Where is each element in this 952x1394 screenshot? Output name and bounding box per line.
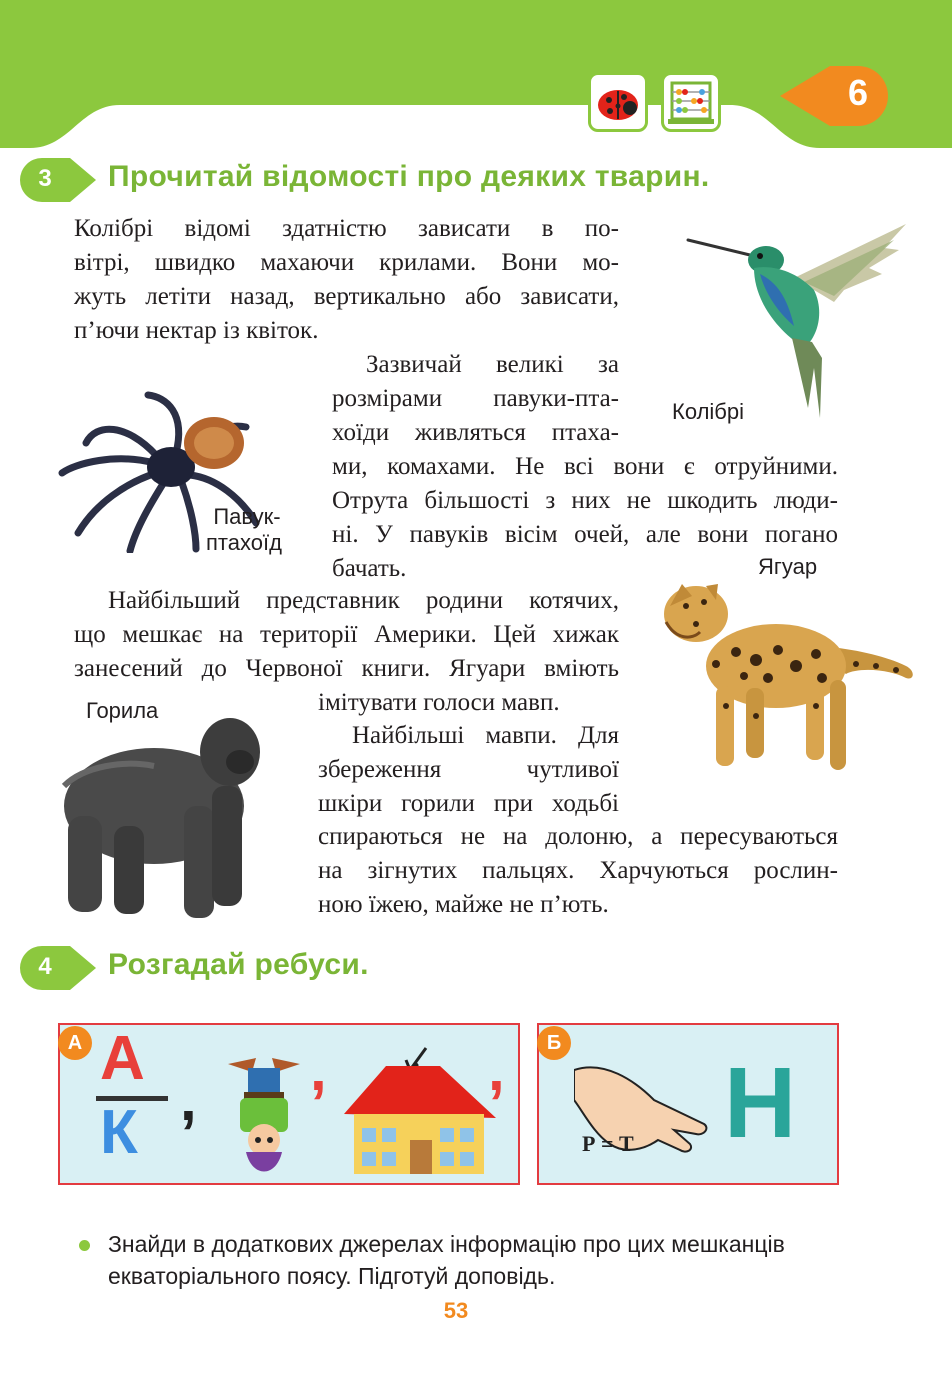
text-line: шкіри горили при ходьбі	[318, 790, 619, 817]
text-line: хоїди живляться птаха-	[332, 419, 619, 446]
text-line: Зазвичай великі за	[366, 351, 619, 378]
text-line: Отрута більшості з них не шкодить люди-	[332, 487, 838, 514]
text-line: на зігнутих пальцях. Харчуються рослин-	[318, 857, 838, 884]
text-line: занесений до Червоної книги. Ягуари вміють	[74, 655, 619, 682]
task-4-title: Розгадай ребуси.	[108, 948, 369, 981]
text-line: Колібрі відомі здатністю зависати в по-	[74, 215, 619, 242]
spider-caption-line: Павук-	[213, 504, 281, 529]
rebus-a-comma: ,	[488, 1036, 505, 1103]
spider-caption-line: птахоїд	[206, 530, 282, 555]
rebus-a-tag: А	[58, 1026, 92, 1060]
gorilla-paragraph-top	[318, 719, 619, 821]
spider-paragraph-top	[332, 348, 619, 450]
text-line: Найбільші мавпи. Для	[352, 722, 619, 749]
text-line: ми, комахами. Не всі вони є отруйними.	[332, 453, 838, 480]
hummingbird-image	[684, 218, 914, 428]
spider-caption	[206, 504, 282, 556]
abacus-icon	[661, 72, 721, 132]
rebus-a-comma: ,	[180, 1066, 197, 1133]
text-line: ні. У павуків вісім очей, але вони погано	[332, 521, 838, 548]
text-line: Найбільший представник родини котячих,	[108, 587, 619, 614]
rebus-a-fraction-bottom: К	[100, 1098, 138, 1167]
task-3-number: 3	[38, 165, 52, 192]
bullet-dot	[79, 1240, 90, 1251]
assignment-text	[108, 1228, 785, 1292]
jaguar-image	[656, 556, 918, 786]
rebus-b-hint: Р = Т	[582, 1131, 634, 1156]
rebus-a-fraction-top: А	[100, 1024, 145, 1093]
task-3-title: Прочитай відомості про деяких тварин.	[108, 160, 710, 193]
hummingbird-paragraph	[74, 212, 619, 348]
text-line: бачать.	[332, 555, 407, 582]
text-line: що мешкає на території Америки. Цей хижак	[74, 621, 619, 648]
jaguar-paragraph	[74, 584, 619, 686]
gorilla-paragraph-bottom	[318, 820, 838, 922]
text-line: збереження чутливої	[318, 756, 619, 783]
jaguar-caption: Ягуар	[758, 554, 818, 579]
text-line: вітрі, швидко махаючи крилами. Вони мо-	[74, 249, 619, 276]
gorilla-caption: Горила	[86, 698, 159, 723]
rebus-b-letter: Н	[724, 1047, 797, 1159]
text-line: розмірами павуки-пта-	[332, 385, 619, 412]
rebus-b-tag: Б	[537, 1026, 571, 1060]
jaguar-paragraph-end: імітувати голоси мавп.	[318, 689, 560, 716]
unit-number: 6	[847, 72, 869, 113]
gorilla-image	[44, 696, 266, 924]
assignment-line: екваторіального поясу. Підготуй доповідь.	[108, 1263, 556, 1289]
text-line: спираються не на долоню, а пересуваються	[318, 823, 838, 850]
page-number: 53	[443, 1298, 469, 1323]
hummingbird-caption: Колібрі	[672, 399, 745, 424]
text-line: п’ючи нектар із квіток.	[74, 317, 319, 344]
rebus-a-comma: ,	[310, 1036, 327, 1103]
ladybug-icon	[588, 72, 648, 132]
text-line: ною їжею, майже не п’ють.	[318, 891, 609, 918]
assignment-line: Знайди в додаткових джерелах інформацію про цих мешканців	[108, 1231, 785, 1257]
house-image	[340, 1044, 500, 1178]
task-4-number: 4	[38, 953, 52, 980]
upside-down-gnome-image	[222, 1054, 306, 1182]
text-line: жуть летіти назад, вертикально або зависати,	[74, 283, 619, 310]
